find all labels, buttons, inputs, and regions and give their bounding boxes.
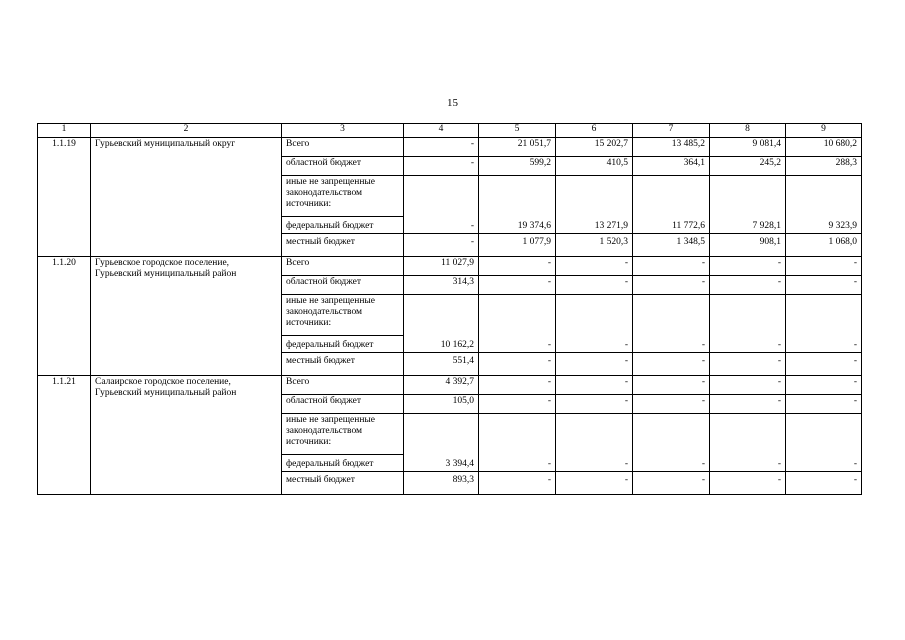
value-cell	[404, 176, 479, 217]
section-name: Гурьевское городское поселение, Гурьевский муниципальный район	[91, 257, 282, 376]
source-label: Всего	[282, 376, 404, 395]
value-cell	[786, 295, 862, 336]
section-name: Салаирское городское поселение, Гурьевский муниципальный район	[91, 376, 282, 495]
section-code: 1.1.19	[38, 138, 91, 257]
value-cell: -	[786, 257, 862, 276]
value-cell: 11 027,9	[404, 257, 479, 276]
value-cell	[786, 414, 862, 455]
value-cell: -	[556, 395, 633, 414]
source-label: местный бюджет	[282, 234, 404, 257]
value-cell	[710, 295, 786, 336]
value-cell: -	[633, 455, 710, 472]
value-cell: 11 772,6	[633, 217, 710, 234]
value-cell	[786, 176, 862, 217]
value-cell: -	[404, 234, 479, 257]
value-cell: 245,2	[710, 157, 786, 176]
value-cell: -	[633, 472, 710, 495]
value-cell: 19 374,6	[479, 217, 556, 234]
value-cell	[404, 295, 479, 336]
value-cell	[479, 176, 556, 217]
header-cell: 8	[710, 124, 786, 138]
header-cell: 2	[91, 124, 282, 138]
value-cell: 1 077,9	[479, 234, 556, 257]
value-cell: -	[786, 455, 862, 472]
section-name: Гурьевский муниципальный округ	[91, 138, 282, 257]
value-cell: -	[404, 217, 479, 234]
header-cell: 9	[786, 124, 862, 138]
source-label: иные не запрещенные законодательством источники:	[282, 414, 404, 455]
source-label: иные не запрещенные законодательством источники:	[282, 176, 404, 217]
source-label: иные не запрещенные законодательством источники:	[282, 295, 404, 336]
section-code: 1.1.20	[38, 257, 91, 376]
value-cell: -	[786, 472, 862, 495]
value-cell	[633, 414, 710, 455]
source-label: областной бюджет	[282, 157, 404, 176]
value-cell: 4 392,7	[404, 376, 479, 395]
value-cell: 1 068,0	[786, 234, 862, 257]
value-cell: 13 485,2	[633, 138, 710, 157]
page-number: 15	[447, 97, 458, 109]
value-cell: -	[479, 257, 556, 276]
table-row	[38, 257, 862, 276]
value-cell	[633, 176, 710, 217]
header-cell: 4	[404, 124, 479, 138]
value-cell: 7 928,1	[710, 217, 786, 234]
value-cell: 288,3	[786, 157, 862, 176]
value-cell: -	[479, 395, 556, 414]
header-cell: 6	[556, 124, 633, 138]
table-row	[38, 376, 862, 395]
value-cell: -	[479, 376, 556, 395]
source-label: федеральный бюджет	[282, 217, 404, 234]
budget-table	[37, 123, 862, 495]
value-cell: -	[633, 257, 710, 276]
source-label: Всего	[282, 138, 404, 157]
value-cell	[710, 176, 786, 217]
value-cell	[633, 295, 710, 336]
value-cell: -	[786, 376, 862, 395]
value-cell: 1 520,3	[556, 234, 633, 257]
value-cell: -	[404, 157, 479, 176]
value-cell: -	[556, 455, 633, 472]
value-cell: -	[404, 138, 479, 157]
value-cell	[556, 414, 633, 455]
value-cell: -	[710, 376, 786, 395]
value-cell: 10 680,2	[786, 138, 862, 157]
value-cell: -	[786, 336, 862, 353]
value-cell: 9 081,4	[710, 138, 786, 157]
source-label: местный бюджет	[282, 472, 404, 495]
value-cell: -	[633, 276, 710, 295]
header-cell: 7	[633, 124, 710, 138]
value-cell: -	[710, 257, 786, 276]
value-cell: 9 323,9	[786, 217, 862, 234]
value-cell	[479, 295, 556, 336]
source-label: федеральный бюджет	[282, 336, 404, 353]
value-cell: 551,4	[404, 353, 479, 376]
value-cell: -	[479, 455, 556, 472]
value-cell: -	[710, 472, 786, 495]
header-row	[38, 124, 862, 138]
value-cell: -	[556, 376, 633, 395]
table-row	[38, 138, 862, 157]
value-cell: -	[556, 472, 633, 495]
value-cell: 364,1	[633, 157, 710, 176]
value-cell: 314,3	[404, 276, 479, 295]
value-cell: -	[556, 276, 633, 295]
value-cell: -	[710, 353, 786, 376]
value-cell: -	[710, 336, 786, 353]
value-cell	[556, 176, 633, 217]
value-cell: -	[786, 353, 862, 376]
value-cell: -	[479, 276, 556, 295]
value-cell: -	[556, 336, 633, 353]
source-label: федеральный бюджет	[282, 455, 404, 472]
value-cell	[479, 414, 556, 455]
value-cell: -	[556, 353, 633, 376]
header-cell: 3	[282, 124, 404, 138]
value-cell: 10 162,2	[404, 336, 479, 353]
value-cell: -	[710, 276, 786, 295]
value-cell: 599,2	[479, 157, 556, 176]
header-cell: 5	[479, 124, 556, 138]
source-label: областной бюджет	[282, 395, 404, 414]
value-cell: 893,3	[404, 472, 479, 495]
value-cell: 908,1	[710, 234, 786, 257]
value-cell: -	[556, 257, 633, 276]
value-cell: -	[479, 336, 556, 353]
value-cell: 3 394,4	[404, 455, 479, 472]
source-label: Всего	[282, 257, 404, 276]
value-cell: -	[633, 395, 710, 414]
source-label: областной бюджет	[282, 276, 404, 295]
value-cell	[404, 414, 479, 455]
header-cell: 1	[38, 124, 91, 138]
value-cell: 105,0	[404, 395, 479, 414]
value-cell: 21 051,7	[479, 138, 556, 157]
value-cell	[556, 295, 633, 336]
source-label: местный бюджет	[282, 353, 404, 376]
value-cell: -	[710, 395, 786, 414]
value-cell: -	[633, 336, 710, 353]
value-cell	[710, 414, 786, 455]
value-cell: -	[786, 276, 862, 295]
value-cell: -	[479, 472, 556, 495]
value-cell: -	[710, 455, 786, 472]
value-cell: -	[633, 376, 710, 395]
value-cell: -	[786, 395, 862, 414]
section-code: 1.1.21	[38, 376, 91, 495]
value-cell: -	[633, 353, 710, 376]
value-cell: 13 271,9	[556, 217, 633, 234]
value-cell: -	[479, 353, 556, 376]
value-cell: 15 202,7	[556, 138, 633, 157]
value-cell: 410,5	[556, 157, 633, 176]
value-cell: 1 348,5	[633, 234, 710, 257]
table-body	[38, 124, 862, 495]
